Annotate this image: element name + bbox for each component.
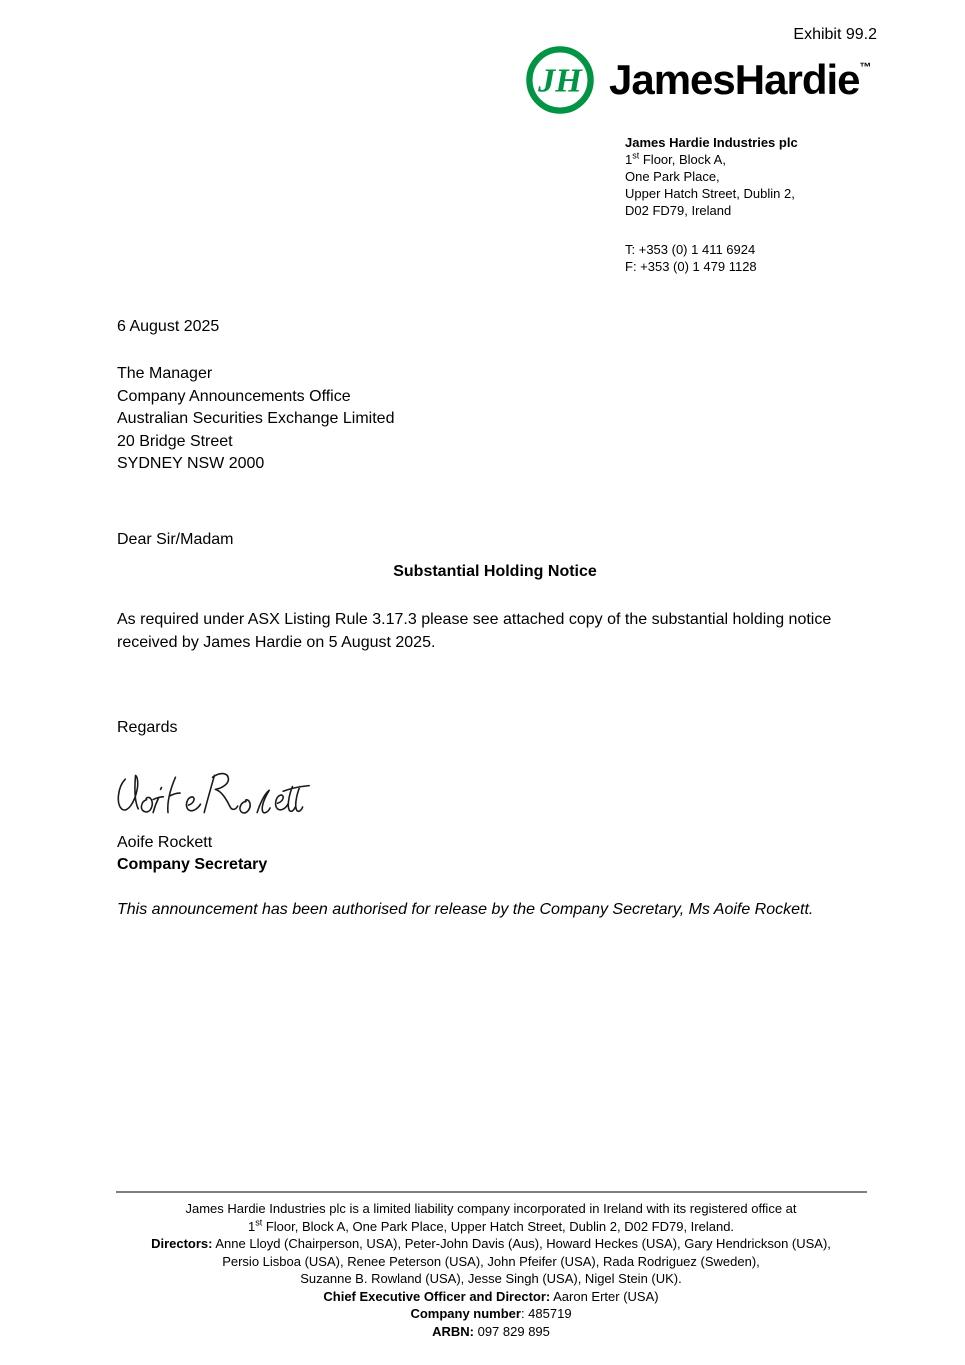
footer-directors-line-3: Suzanne B. Rowland (USA), Jesse Singh (USA), Nigel Stein (UK). [300,1271,682,1286]
recipient-line-5: SYDNEY NSW 2000 [117,455,265,472]
footer-ordinal-suffix: st [255,1217,263,1228]
letterhead-fax: F: +353 (0) 1 479 1128 [625,259,757,274]
salutation: Dear Sir/Madam [117,531,234,548]
footer-arbn-label: ARBN: [432,1323,474,1339]
brand-wordmark-text: JamesHardie [609,56,860,103]
authorisation-statement: This announcement has been authorised for release by the Company Secretary, Ms Aoife Rockett. [117,901,814,918]
footer-floor-number: 1 [247,1218,256,1234]
recipient-line-3: Australian Securities Exchange Limited [117,410,395,427]
footer-registered-office-line-1: James Hardie Industries plc is a limited liability company incorporated in Ireland with its registered office at [185,1201,797,1216]
signature-stroke-first-name [118,775,200,812]
footer-directors-line-1 [105,1235,877,1253]
letterhead-company-name: James Hardie Industries plc [625,135,798,150]
logo-monogram: JH [538,62,582,100]
footer-arbn-line [105,1323,877,1341]
letterhead-address-line-4: D02 FD79, Ireland [625,203,732,218]
footer-company-number-line [105,1305,877,1323]
footer-arbn-value: 097 829 895 [473,1323,550,1339]
footer-directors-label: Directors: [151,1236,213,1251]
letterhead-floor-number: 1 [625,152,633,167]
brand-wordmark [609,56,872,103]
letter-subject-title: Substantial Holding Notice [393,563,597,580]
signatory-block [117,832,267,876]
letterhead-floor-rest: Floor, Block A, [639,152,726,167]
footer-company-number-label: Company number [410,1306,521,1321]
letter-body-paragraph: As required under ASX Listing Rule 3.17.3 please see attached copy of the substantial holding notice received by James Hardie on 5 August 2025. [117,611,832,651]
handwritten-signature-image [116,766,311,822]
recipient-line-4: 20 Bridge Street [117,432,233,450]
letterhead-address-line-3: Upper Hatch Street, Dublin 2, [625,186,795,201]
footer-address-rest: Floor, Block A, One Park Place, Upper Hatch Street, Dublin 2, D02 FD79, Ireland. [262,1218,735,1234]
footer-divider [116,1191,867,1193]
trademark-symbol: ™ [859,60,872,74]
letterhead-ordinal-suffix: st [632,150,640,161]
james-hardie-logo-icon [524,44,596,116]
signatory-title: Company Secretary [117,856,268,873]
recipient-line-1: The Manager [117,365,213,382]
footer [105,1191,877,1340]
letter-closing: Regards [117,719,178,736]
footer-directors-line-2: Persio Lisboa (USA), Renee Peterson (USA), John Pfeifer (USA), Rada Rodriguez (Sweden), [222,1253,760,1269]
brand-header [524,44,872,116]
signature-stroke-last-name [204,774,309,813]
letterhead-phone: T: +353 (0) 1 411 6924 [625,242,756,257]
letter-date: 6 August 2025 [117,318,220,335]
footer-company-number-value: : 485719 [520,1306,572,1321]
footer-ceo-label: Chief Executive Officer and Director: [323,1288,551,1304]
recipient-address-block [117,363,394,476]
footer-directors-names-1: Anne Lloyd (Chairperson, USA), Peter-John Davis (Aus), Howard Heckes (USA), Gary Hendrickson (USA), [212,1236,831,1251]
signature-block [116,766,311,827]
letterhead-address-block [625,134,798,275]
letterhead-address-line-2: One Park Place, [625,169,720,184]
footer-ceo-name: Aaron Erter (USA) [550,1288,659,1304]
signatory-name: Aoife Rockett [117,834,213,851]
recipient-line-2: Company Announcements Office [117,387,351,405]
footer-ceo-line [105,1288,877,1306]
footer-registered-office-line-2 [105,1218,877,1236]
exhibit-label: Exhibit 99.2 [793,26,877,43]
letterhead-address-line-1 [625,151,798,168]
